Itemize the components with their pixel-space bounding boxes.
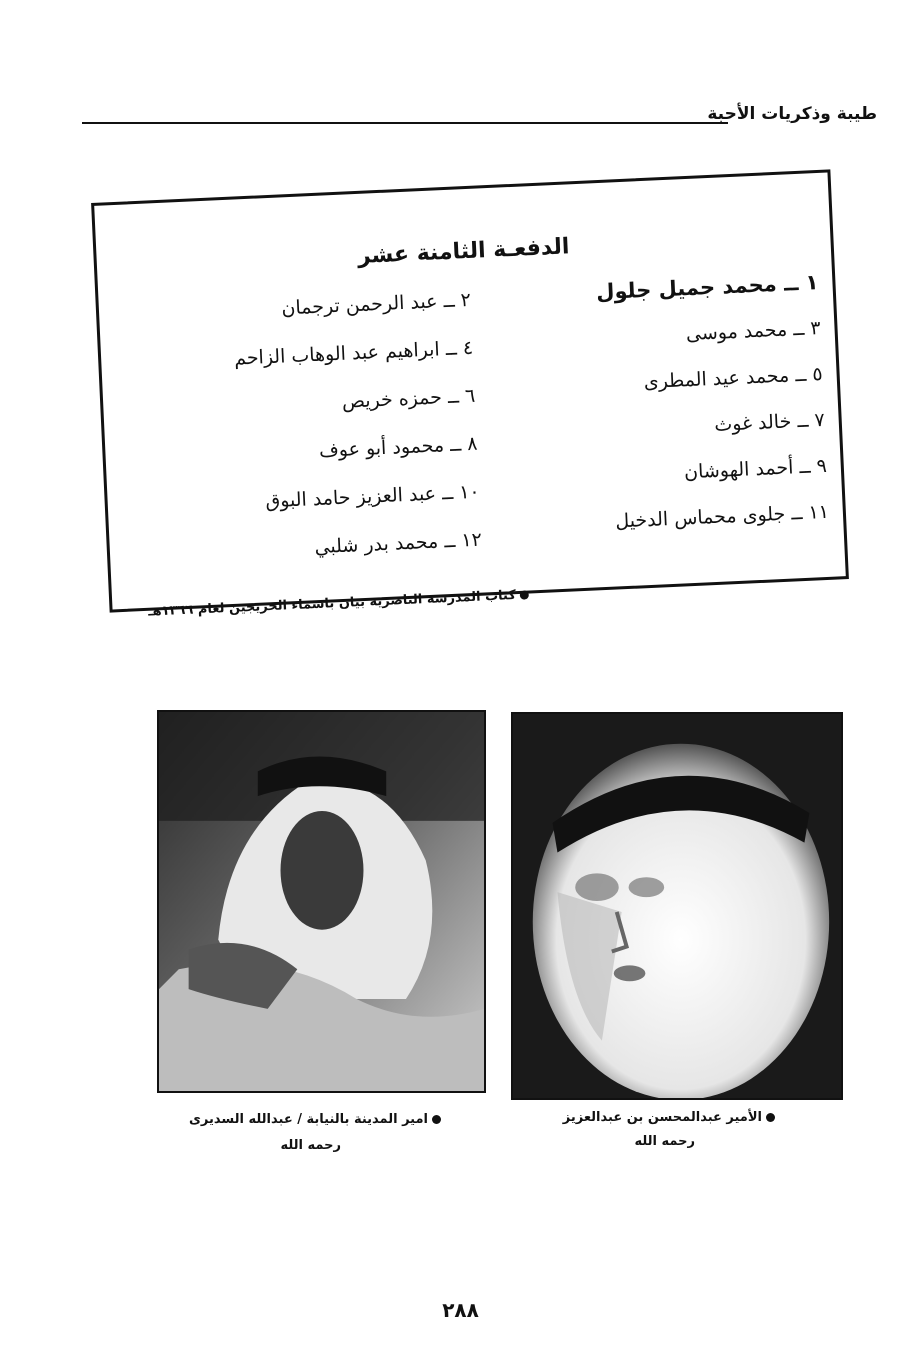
- right-photo-caption-line-2: رحمه الله: [634, 1134, 695, 1149]
- list-item: ٥ ــ محمد عيد المطرى: [643, 362, 824, 394]
- list-item: ١١ ــ جلوى محماس الدخيل: [614, 500, 830, 533]
- photo-left-portrait: [157, 710, 486, 1093]
- list-caption-text: كتاب المدرسة الناصرية بيان باسماء الخريجين لعام ١٣٦٦هـ: [147, 587, 517, 620]
- list-item: ٣ ــ محمد موسى: [685, 317, 822, 346]
- list-item: ٩ ــ أحمد الهوشان: [683, 454, 828, 484]
- bullet-icon: [432, 1115, 441, 1124]
- left-photo-caption: [189, 1112, 441, 1127]
- page-number: ٢٨٨: [442, 1298, 479, 1322]
- left-photo-caption-text: امير المدينة بالنيابة / عبدالله السديرى: [189, 1112, 428, 1127]
- list-item: ١٢ ــ محمد بدر شلبي: [314, 528, 483, 559]
- header-rule: [82, 122, 728, 124]
- list-item: ١٠ ــ عبد العزيز حامد البوق: [264, 480, 481, 513]
- list-item: ١ ــ محمد جميل جلول: [595, 270, 819, 305]
- list-item: ٤ ــ ابراهيم عبد الوهاب الزاحم: [233, 336, 474, 370]
- left-column: [110, 275, 483, 579]
- bullet-icon: [520, 590, 529, 599]
- list-item: ٨ ــ محمود أبو عوف: [318, 432, 478, 462]
- right-photo-caption: [563, 1110, 775, 1125]
- left-photo-caption-line-2: رحمه الله: [280, 1138, 341, 1153]
- portrait-image: [513, 714, 841, 1098]
- right-column: [488, 259, 830, 550]
- bullet-icon: [766, 1113, 775, 1122]
- list-item: ٢ ــ عبد الرحمن ترجمان: [281, 288, 472, 320]
- list-heading: الدفعـة الثامنة عشر: [357, 234, 570, 269]
- portrait-image: [159, 712, 484, 1091]
- list-item: ٦ ــ حمزه خريص: [341, 384, 476, 413]
- list-item: ٧ ــ خالد غوث: [713, 408, 826, 436]
- running-header-title: طيبة وذكريات الأحبة: [707, 104, 877, 124]
- photo-right-portrait: [511, 712, 843, 1100]
- graduates-list-box: [91, 169, 849, 612]
- right-photo-caption-text: الأمير عبدالمحسن بن عبدالعزيز: [562, 1110, 762, 1125]
